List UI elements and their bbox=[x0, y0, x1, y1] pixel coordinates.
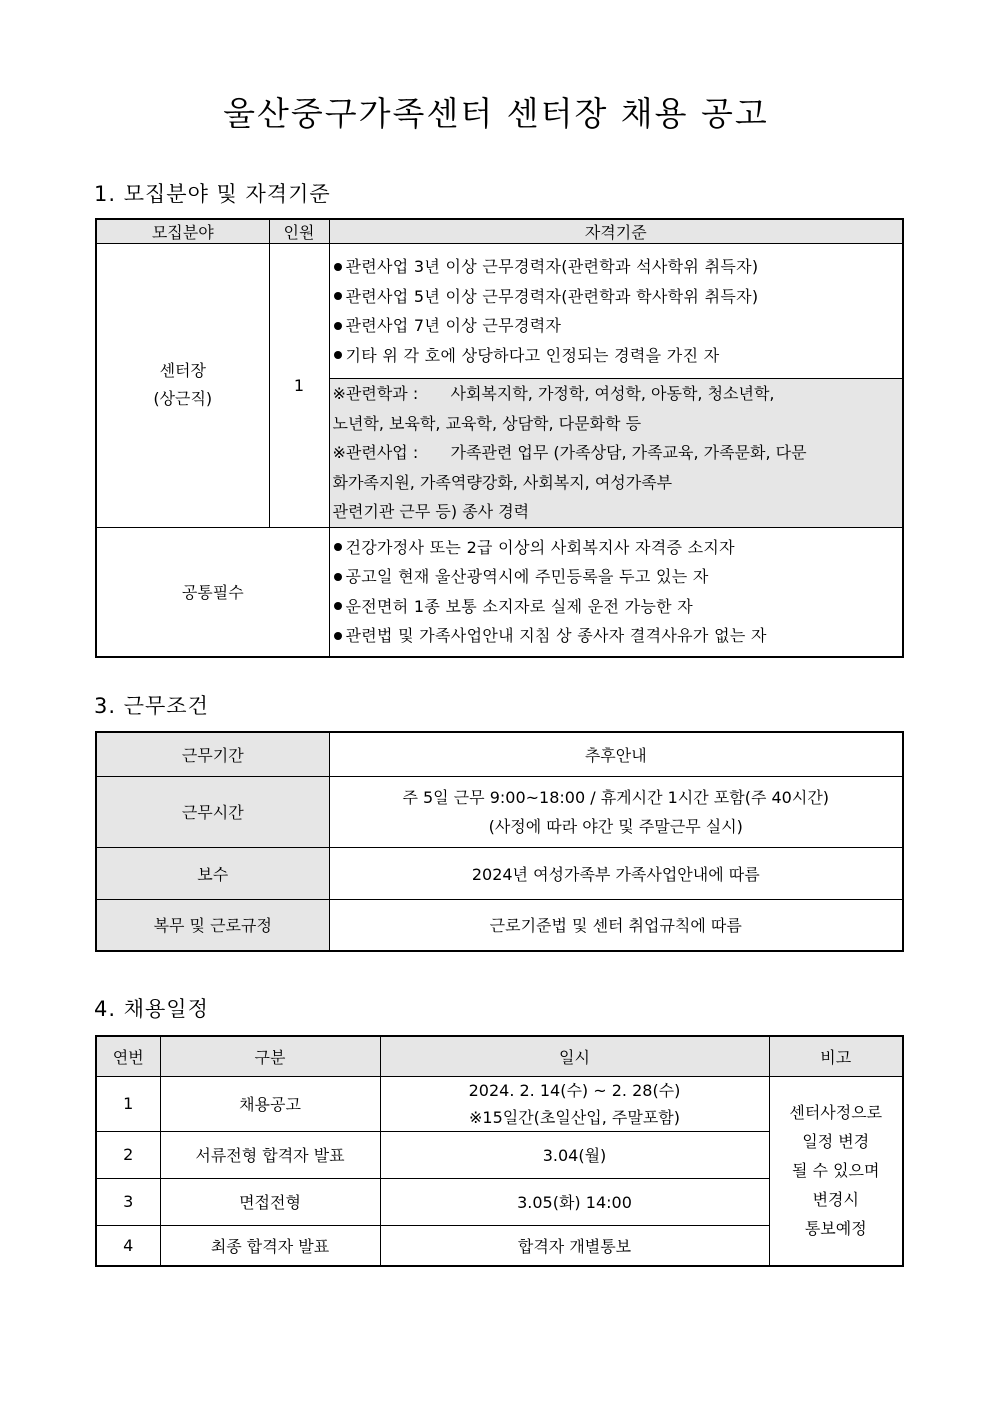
common-field-cell: 공통필수 bbox=[96, 527, 329, 657]
condition-value: 추후안내 bbox=[329, 732, 903, 776]
field-cell bbox=[96, 244, 269, 528]
criteria-item: 관련법 및 가족사업안내 지침 상 종사자 결격사유가 없는 자 bbox=[334, 621, 903, 651]
header-type: 구분 bbox=[160, 1036, 380, 1076]
condition-value: 근로기준법 및 센터 취업규칙에 따름 bbox=[329, 899, 903, 951]
row-date: 합격자 개별통보 bbox=[380, 1225, 769, 1266]
condition-label: 근무기간 bbox=[96, 732, 329, 776]
header-field: 모집분야 bbox=[96, 219, 269, 244]
row-date: 3.05(화) 14:00 bbox=[380, 1178, 769, 1225]
row-type: 최종 합격자 발표 bbox=[160, 1225, 380, 1266]
row-type: 서류전형 합격자 발표 bbox=[160, 1131, 380, 1178]
header-remark: 비고 bbox=[769, 1036, 903, 1076]
row-no: 4 bbox=[96, 1225, 160, 1266]
header-criteria: 자격기준 bbox=[329, 219, 903, 244]
common-criteria-cell bbox=[329, 527, 903, 657]
schedule-table bbox=[95, 1035, 904, 1267]
notes-cell: ※관련학과 : 사회복지학, 가정학, 여성학, 아동학, 청소년학, 노년학, 보육학, 교육학, 상담학, 다문화학 등 ※관련사업 : 가족관련 업무 (가족상담, 가족교육, 가족문화, 다문 화가족지원, 가족역량강화, 사회복지, 여성가족부 관련기관 근무 등) 종사 경력 bbox=[329, 379, 903, 528]
condition-label: 복무 및 근로규정 bbox=[96, 899, 329, 951]
header-date: 일시 bbox=[380, 1036, 769, 1076]
bullet-icon bbox=[334, 543, 342, 551]
remark-cell: 센터사정으로 일정 변경 될 수 있으며 변경시 통보예정 bbox=[769, 1076, 903, 1266]
criteria-item: 건강가정사 또는 2급 이상의 사회복지사 자격증 소지자 bbox=[334, 533, 903, 563]
count-cell: 1 bbox=[269, 244, 329, 528]
row-no: 1 bbox=[96, 1076, 160, 1131]
row-type: 면접전형 bbox=[160, 1178, 380, 1225]
bullet-icon bbox=[334, 263, 342, 271]
bullet-icon bbox=[334, 602, 342, 610]
condition-value: 2024년 여성가족부 가족사업안내에 따름 bbox=[329, 847, 903, 899]
header-no: 연번 bbox=[96, 1036, 160, 1076]
page-title: 울산중구가족센터 센터장 채용 공고 bbox=[223, 94, 769, 133]
criteria-cell bbox=[329, 244, 903, 379]
criteria-item: 관련사업 5년 이상 근무경력자(관련학과 학사학위 취득자) bbox=[334, 282, 903, 312]
criteria-item: 관련사업 7년 이상 근무경력자 bbox=[334, 311, 903, 341]
row-date: 2024. 2. 14(수) ~ 2. 28(수) ※15일간(초일산입, 주말포함) bbox=[380, 1076, 769, 1131]
table-row bbox=[96, 1076, 903, 1131]
field-type: (상근직) bbox=[153, 389, 213, 409]
criteria-item: 기타 위 각 호에 상당하다고 인정되는 경력을 가진 자 bbox=[334, 341, 903, 371]
criteria-item: 공고일 현재 울산광역시에 주민등록을 두고 있는 자 bbox=[334, 562, 903, 592]
bullet-icon bbox=[334, 351, 342, 359]
row-type: 채용공고 bbox=[160, 1076, 380, 1131]
section-heading-conditions: 3. 근무조건 bbox=[94, 694, 209, 718]
section-heading-qualifications: 1. 모집분야 및 자격기준 bbox=[94, 182, 331, 206]
note-related-business: ※관련사업 : 가족관련 업무 (가족상담, 가족교육, 가족문화, 다문 bbox=[332, 443, 807, 462]
conditions-table bbox=[95, 731, 904, 952]
row-no: 3 bbox=[96, 1178, 160, 1225]
note-related-majors: ※관련학과 : 사회복지학, 가정학, 여성학, 아동학, 청소년학, bbox=[332, 384, 775, 403]
condition-label: 근무시간 bbox=[96, 776, 329, 847]
condition-value: 주 5일 근무 9:00~18:00 / 휴게시간 1시간 포함(주 40시간) (사정에 따라 야간 및 주말근무 실시) bbox=[329, 776, 903, 847]
row-date: 3.04(월) bbox=[380, 1131, 769, 1178]
section-heading-schedule: 4. 채용일정 bbox=[94, 997, 209, 1021]
bullet-icon bbox=[334, 632, 342, 640]
criteria-item: 운전면허 1종 보통 소지자로 실제 운전 가능한 자 bbox=[334, 592, 903, 622]
qualification-table bbox=[95, 218, 904, 658]
bullet-icon bbox=[334, 573, 342, 581]
row-no: 2 bbox=[96, 1131, 160, 1178]
field-name: 센터장 bbox=[159, 361, 206, 381]
bullet-icon bbox=[334, 292, 342, 300]
header-count: 인원 bbox=[269, 219, 329, 244]
criteria-item: 관련사업 3년 이상 근무경력자(관련학과 석사학위 취득자) bbox=[334, 252, 903, 282]
bullet-icon bbox=[334, 322, 342, 330]
condition-label: 보수 bbox=[96, 847, 329, 899]
